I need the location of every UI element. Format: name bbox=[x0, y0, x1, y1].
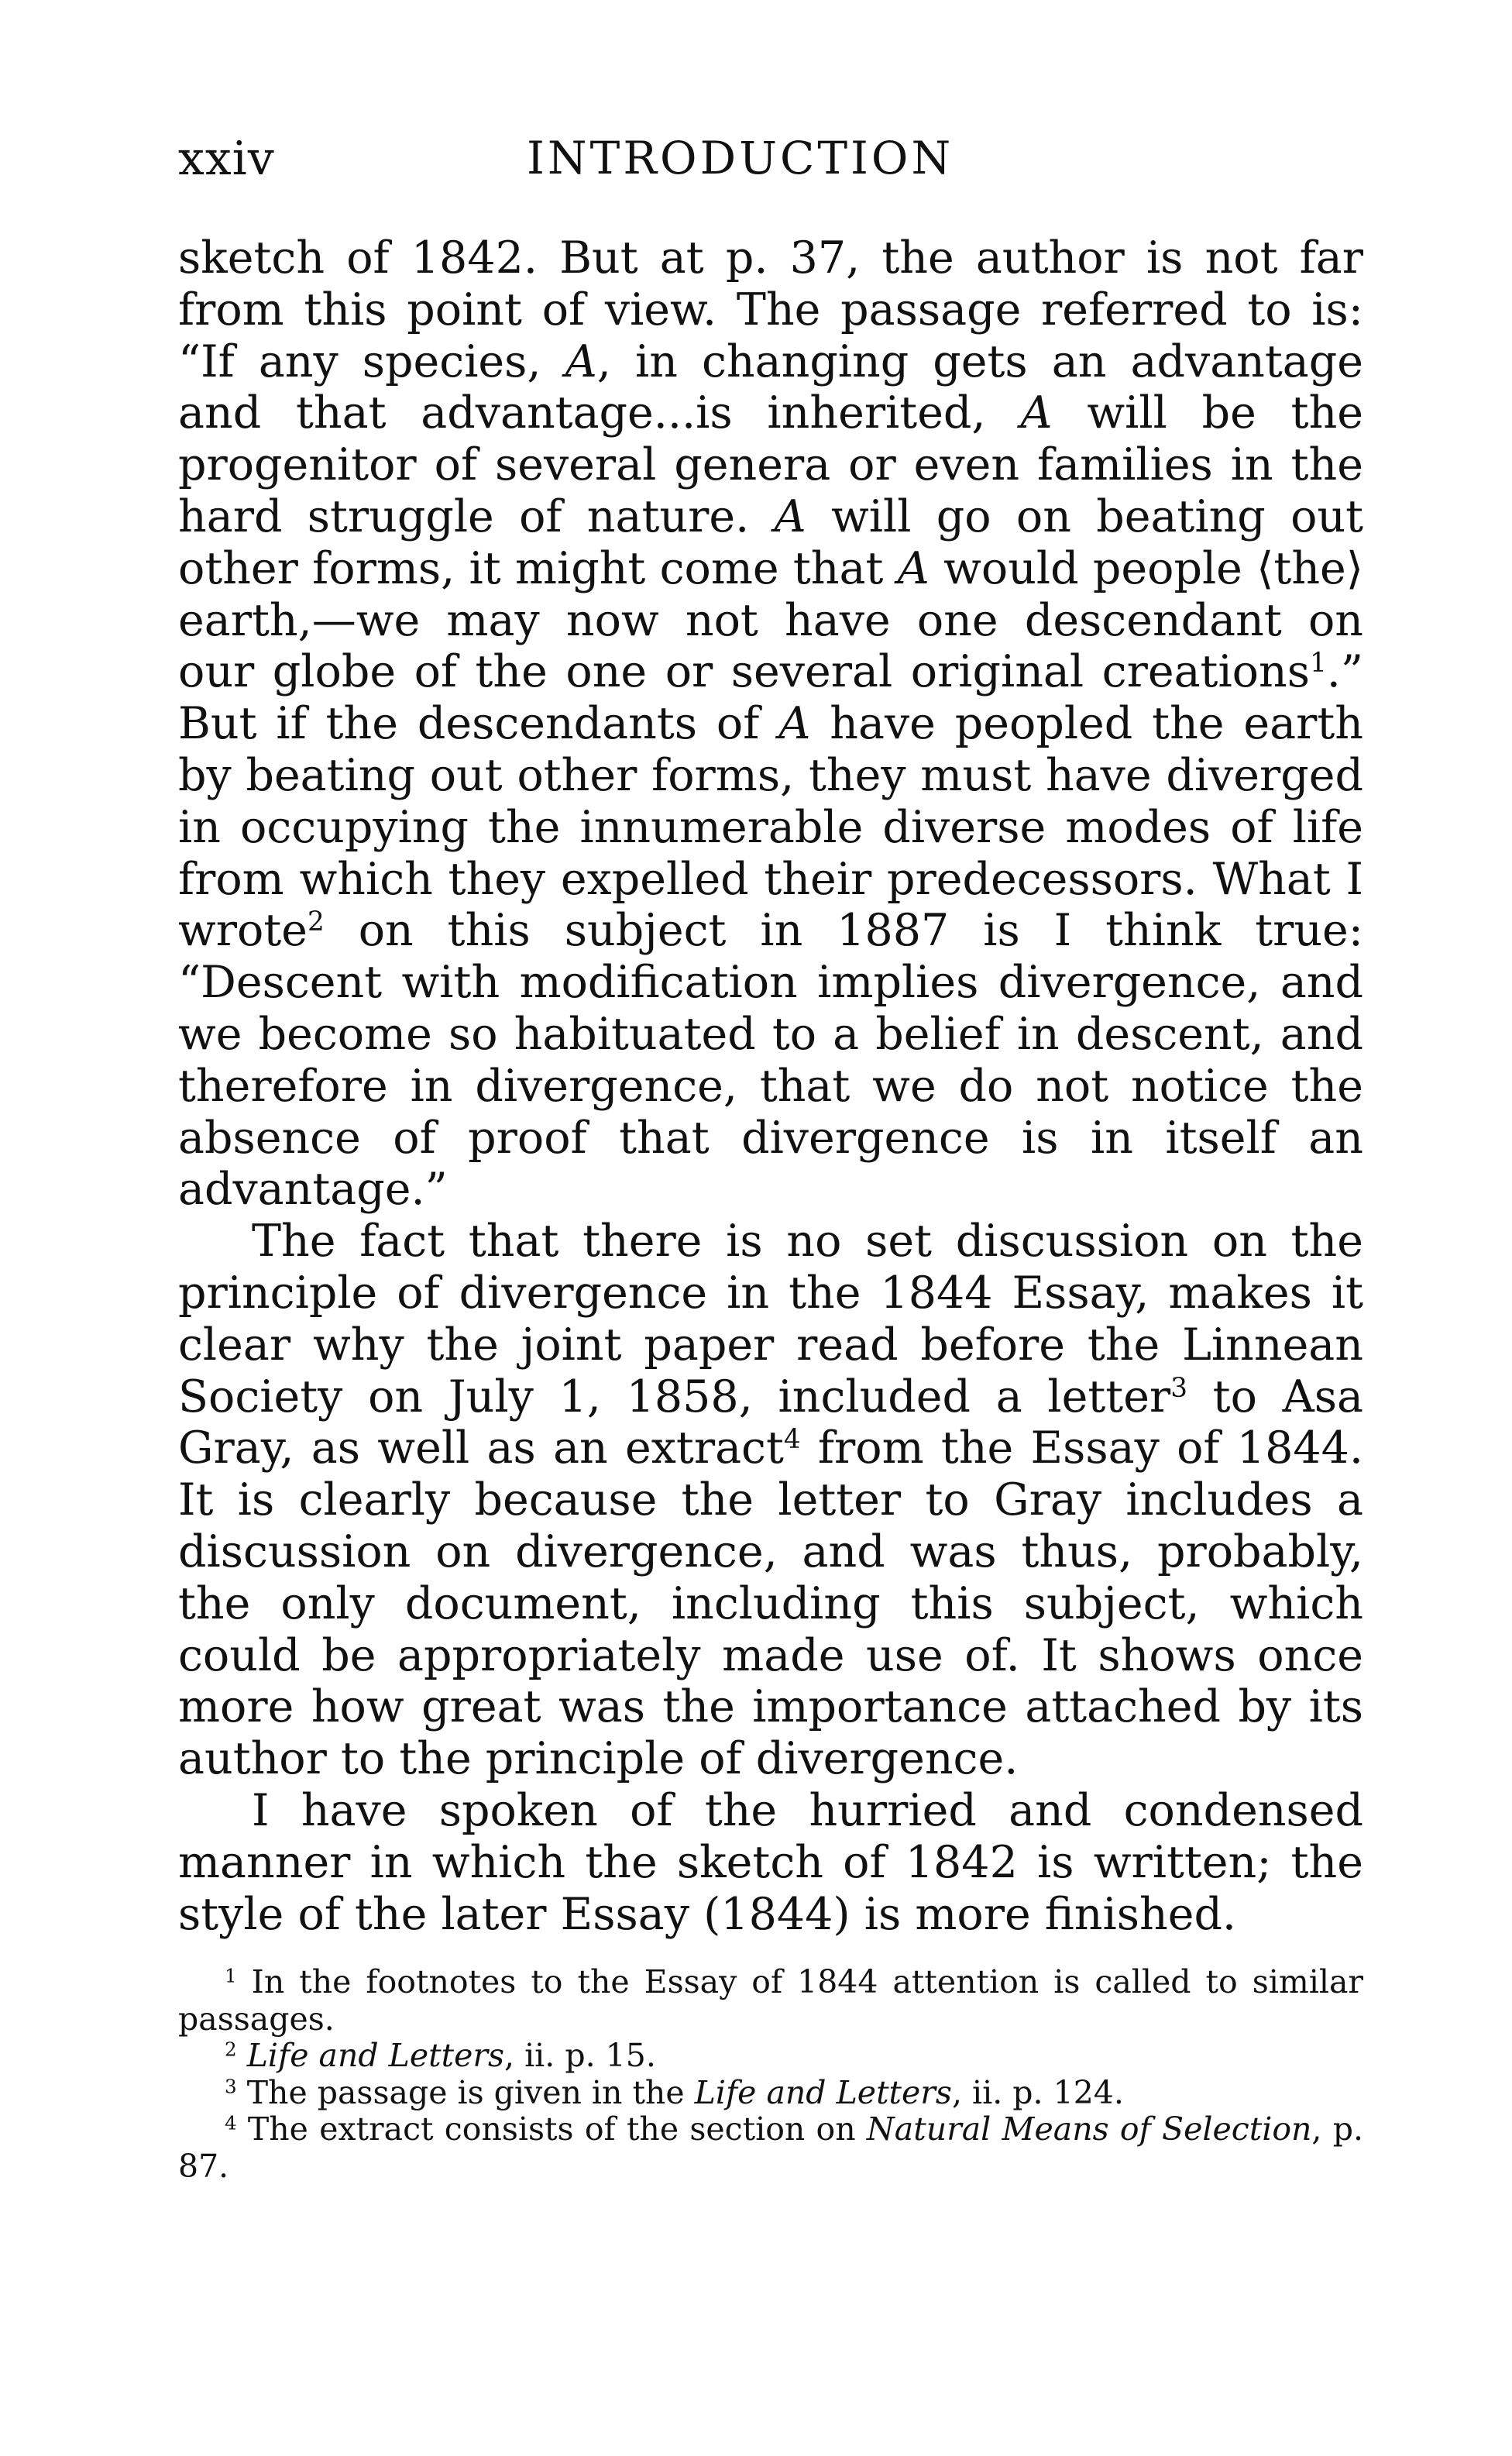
footnote-text: , p. 87. bbox=[178, 2110, 1363, 2185]
footnote-title: Life and Letters bbox=[246, 2037, 504, 2074]
footnote-marker: 4 bbox=[225, 2111, 237, 2134]
paragraph-1-text: have peopled the earth by beating out other forms, they must have diverged in occupying the innumerable diverse modes of life from which they expelled their predecessors. What I wrote bbox=[178, 698, 1363, 957]
variable-a: A bbox=[778, 698, 811, 750]
footnote-ref-1[interactable]: 1 bbox=[1309, 648, 1327, 679]
footnote-title: Life and Letters bbox=[694, 2073, 952, 2111]
footnote-title: Natural Means of Selection bbox=[866, 2110, 1312, 2148]
footnote-2 bbox=[178, 2038, 1363, 2075]
footnote-1 bbox=[178, 1964, 1363, 2038]
page-number: xxiv bbox=[178, 132, 275, 186]
footnote-ref-4[interactable]: 4 bbox=[783, 1424, 801, 1456]
variable-a: A bbox=[897, 542, 930, 594]
paragraph-3 bbox=[178, 1785, 1363, 1940]
footnote-3 bbox=[178, 2075, 1363, 2112]
paragraph-1-text: on this subject in 1887 is I think true: “Descent with modification implies divergence, and we become so habituated to a belief in descent, and therefore in divergence, that we do not notice the absence of proof that divergence is in itself an advantage.” bbox=[178, 905, 1363, 1216]
paragraph-1 bbox=[178, 232, 1363, 1216]
paragraph-2-text: to Asa Gray, as well as an extract bbox=[178, 1371, 1363, 1474]
paragraph-1-text: sketch of 1842. But at p. 37, the author is not far from this point of view. The passage referred to is: “If any species, bbox=[178, 232, 1363, 387]
footnote-text: In the footnotes to the Essay of 1844 attention is called to similar passages. bbox=[178, 1963, 1363, 2038]
footnote-ref-3[interactable]: 3 bbox=[1170, 1372, 1187, 1404]
paragraph-1-text: would people ⟨the⟩ earth,—we may now not have one descendant on our globe of the one or several original creations bbox=[178, 542, 1363, 698]
paragraph-2-text: The fact that there is no set discussion on the principle of divergence in the 1844 Essay, makes it clear why the joint paper read before the Linnean Society on July 1, 1858, included a letter bbox=[178, 1216, 1363, 1422]
running-head: INTRODUCTION bbox=[527, 132, 954, 184]
footnote-text: , ii. p. 124. bbox=[951, 2073, 1124, 2111]
variable-a: A bbox=[774, 490, 806, 542]
footnote-text: The extract consists of the section on bbox=[236, 2110, 867, 2148]
footnotes bbox=[178, 1964, 1363, 2185]
paragraph-2 bbox=[178, 1216, 1363, 1785]
footnote-4 bbox=[178, 2111, 1363, 2185]
footnote-text: The passage is given in the bbox=[236, 2073, 695, 2111]
variable-a: A bbox=[1020, 387, 1053, 439]
paragraph-1-text: will be the progenitor of several genera or even families in the hard struggle of nature. bbox=[178, 387, 1364, 542]
paragraph-2-text: from the Essay of 1844. It is clearly because the letter to Gray includes a discussion on divergence, and was thus, probably, the only document, including this subject, which could be appropriately made use of. It shows once more how great was the importance attached by its author to the principle of divergence. bbox=[178, 1422, 1363, 1785]
paragraph-1-text: will go on beating out other forms, it might come that bbox=[178, 490, 1364, 594]
body-text bbox=[178, 232, 1363, 1940]
variable-a: A bbox=[565, 335, 597, 387]
footnote-ref-2[interactable]: 2 bbox=[308, 906, 325, 938]
paragraph-1-text: .” But if the descendants of bbox=[178, 646, 1363, 750]
paragraph-1-text: , in changing gets an advantage and that advantage...is inherited, bbox=[178, 335, 1363, 439]
paragraph-3-text: I have spoken of the hurried and condensed manner in which the sketch of 1842 is written; the style of the later Essay (1844) is more finished. bbox=[178, 1784, 1363, 1940]
footnote-text: , ii. p. 15. bbox=[504, 2037, 656, 2074]
footnote-marker: 1 bbox=[225, 1964, 237, 1987]
footnote-marker: 2 bbox=[225, 2038, 237, 2061]
footnote-marker: 3 bbox=[225, 2074, 237, 2097]
page-header bbox=[178, 116, 1363, 194]
